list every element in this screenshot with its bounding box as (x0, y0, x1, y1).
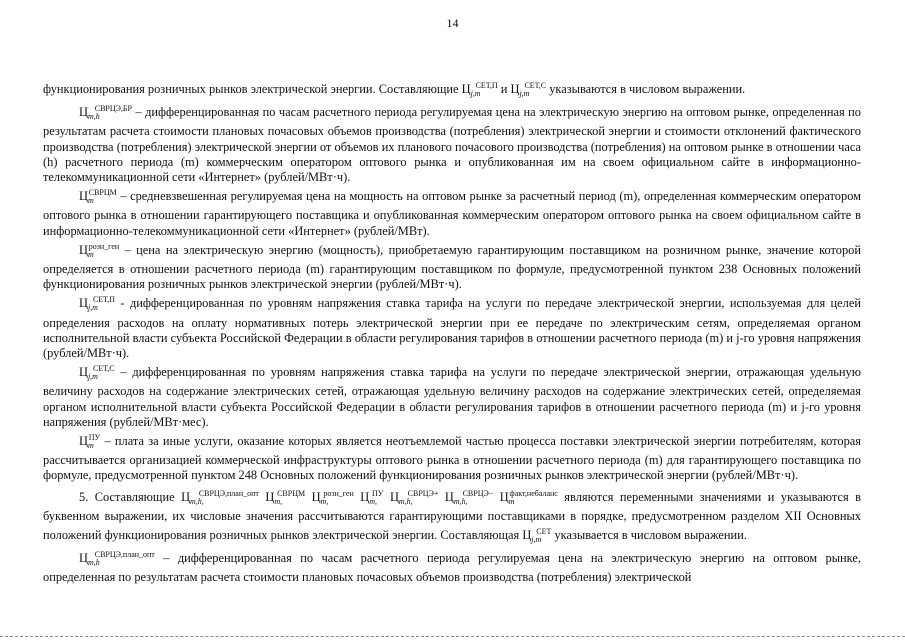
formula-symbol: $Ц_m^{СВРЦМ}$ (79, 188, 117, 206)
paragraph: $Ц_{j,m}^{СЕТ,С}$ – дифференцированная по уровням напряжения ставка тарифа на услуги по передаче электрической энергии, отражающая удельную величину расходов на содержание электрических сетей, отражающая удельную величину расходов на содержание электрических сетей, определяемая органом исполнительной власти субъекта Российской Федерации в области регулирования тарифов в отношении расчетного периода (m) и j-го уровня напряжения (рублей/МВт·мес). (43, 364, 861, 429)
formula-symbol: $Ц_{j,m}^{СЕТ,С}$ (79, 364, 115, 382)
formula-symbol: $Ц_{j,m}^{СЕТ,С}$ (510, 81, 547, 98)
formula-symbol: $Ц_{m,h,}^{СВРЦЭ+}$ (389, 488, 439, 506)
formula-symbol: $Ц_m^{ПУ}$ (79, 433, 101, 451)
paragraph: $Ц_m^{СВРЦМ}$ – средневзвешенная регулируемая цена на мощность на оптовом рынке за расчетный период (m), определенная коммерческим оператором оптового рынка в отношении гарантирующего поставщика и опубликованная коммерческим оператором оптового рынка на своем официальном сайте в информационно-телекоммуникационной сети «Интернет» (рублей/МВт). (43, 188, 861, 238)
formula-symbol: $Ц_{m,h}^{СВРЦЭ,план\_опт}$ (79, 550, 155, 568)
paragraph: $Ц_m^{розн\_ген}$ – цена на электрическую энергию (мощность), приобретаемую гарантирующим поставщиком на розничном рынке, значение которой определяется в отношении расчетного периода (m) гарантирующим поставщиком по формуле, предусмотренной пунктом 238 Основных положений функционирования розничных рынков электрической энергии (рублей/МВт·ч). (43, 241, 861, 292)
paragraph: $Ц_{m,h}^{СВРЦЭ,план\_опт}$ – дифференцированная по часам расчетного периода регулируемая цена на электрическую энергию на оптовом рынке, определенная по результатам расчета стоимости плановых почасовых объемов производства (потребления) электрической (43, 550, 861, 585)
formula-symbol: $Ц_m^{факт,небаланс}$ (499, 488, 558, 506)
formula-symbol: $Ц_{j,m}^{СЕТ}$ (522, 527, 552, 545)
formula-symbol: $Ц_{m,}^{ПУ}$ (360, 488, 384, 506)
formula-symbol: $Ц_{j,m}^{СЕТ,П}$ (461, 81, 498, 98)
page-number: 14 (446, 16, 459, 30)
formula-symbol: $Ц_{m,}^{розн\_ген}$ (311, 488, 354, 506)
page-bottom-edge (0, 636, 905, 638)
formula-symbol: $Ц_m^{розн\_ген}$ (79, 241, 120, 259)
formula-symbol: $Ц_{m,}^{СВРЦМ}$ (265, 488, 306, 506)
paragraph: 5. Составляющие $Ц_{m,h,}^{СВРЦЭ,план\_опт}$ $Ц_{m,}^{СВРЦМ}$ $Ц_{m,}^{розн\_ген}$ $Ц_{m,}^{ПУ}$ $Ц_{m,h,}^{СВРЦЭ+}$ $Ц_{m,h,}^{СВРЦЭ-}$ $Ц_m^{факт,небаланс}$ являются переменными значениями и указываются в буквенном выражении, их числовые значения рассчитываются гарантирующими поставщиками в порядке, предусмотренном разделом XII Основных положений функционирования розничных рынков электрической энергии. Составляющая $Ц_{j,m}^{СЕТ}$ указывается в числовом выражении. (43, 488, 861, 545)
formula-symbol: $Ц_{m,h}^{СВРЦЭ,БР}$ (79, 104, 132, 122)
paragraph: $Ц_{j,m}^{СЕТ,П}$ - дифференцированная по уровням напряжения ставка тарифа на услуги по передаче электрической энергии, используемая для целей определения расходов на оплату нормативных потерь электрической энергии при ее передаче по электрическим сетям, определяемая органом исполнительной власти субъекта Российской Федерации в области регулирования тарифов в отношении расчетного периода (m) и j-го уровня напряжения (рублей/МВт·ч). (43, 295, 861, 361)
formula-symbol: $Ц_{m,h,}^{СВРЦЭ-}$ (444, 488, 494, 506)
paragraph: $Ц_m^{ПУ}$ – плата за иные услуги, оказание которых является неотъемлемой частью процесса поставки электрической энергии потребителям, которая рассчитывается организацией коммерческой инфраструктуры оптового рынка в отношении расчетного периода (m) для гарантирующего поставщика по формуле, предусмотренной пунктом 248 Основных положений функционирования розничных рынков электрической энергии (рублей/МВт·ч). (43, 433, 861, 483)
document-body (43, 78, 861, 586)
formula-symbol: $Ц_{m,h,}^{СВРЦЭ,план\_опт}$ (181, 488, 259, 506)
paragraph: $Ц_{m,h}^{СВРЦЭ,БР}$ – дифференцированная по часам расчетного периода регулируемая цена на электрическую энергию на оптовом рынке, определенная по результатам расчета стоимости плановых почасовых объемов производства (потребления) электрической энергии и стоимости отклонений фактического производства (потребления) электрической энергии от объемов их планового почасового производства (потребления) на оптовом рынке в отношении часа (h) расчетного периода (m) коммерческим оператором оптового рынка и опубликованная им на своем официальном сайте в информационно-телекоммуникационной сети «Интернет» (рублей/МВт·ч). (43, 104, 861, 185)
paragraph: функционирования розничных рынков электрической энергии. Составляющие $Ц_{j,m}^{СЕТ,П}$ и $Ц_{j,m}^{СЕТ,С}$ указываются в числовом выражении. (43, 81, 746, 98)
formula-symbol: $Ц_{j,m}^{СЕТ,П}$ (79, 295, 116, 313)
